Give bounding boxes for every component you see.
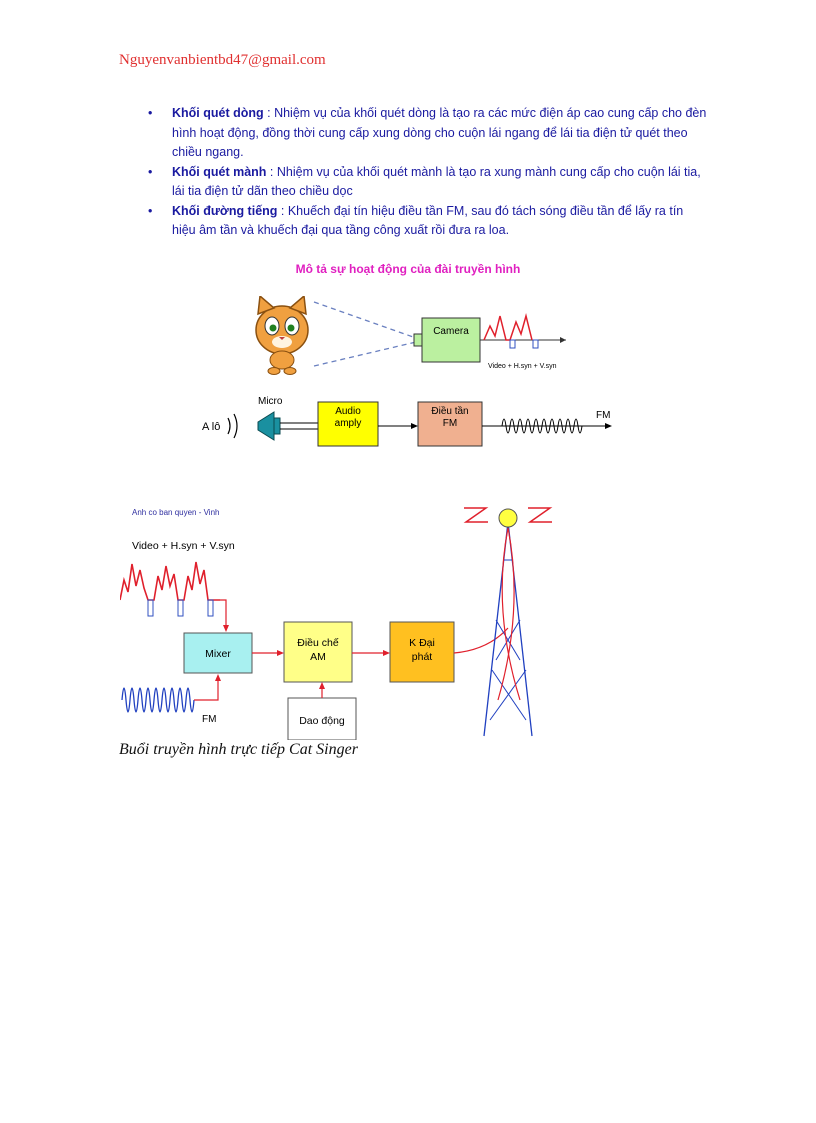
bullet-term: Khối đường tiếng [172,203,278,218]
amp-label: K Đại [409,637,435,649]
bullet-dot: • [148,203,153,218]
figure-caption: Buổi truyền hình trực tiếp Cat Singer [119,741,358,758]
sound-label: A lô [202,421,221,433]
transmitter-diagram [120,500,556,740]
audio-amp-label: amply [334,418,362,429]
mixer-label: Mixer [205,648,231,660]
bullet-item [148,202,708,241]
fm-out-label: FM [596,410,611,421]
watermark-text: Anh co ban quyen - Vinh [132,508,220,517]
camera-label: Camera [433,326,469,337]
bullet-text: : Nhiệm vụ của khối quét mành là tạo ra xung mành cung cấp cho cuộn lái tia, lái tia điện tử dãn theo chiều dọc [172,164,701,198]
fm-box-label: Điều tần [431,406,469,417]
bullet-item [148,104,708,163]
camera-diagram [248,296,570,376]
figure-title: Mô tả sự hoạt động của đài truyền hình [295,262,521,276]
bullet-item [148,163,708,202]
signal-label: Video + H.syn + V.syn [488,363,557,370]
bullet-list [148,104,708,241]
bullet-dot: • [148,106,153,120]
bullet-term: Khối quét dòng [172,106,264,120]
fm-box-label: FM [442,418,458,429]
bullet-dot: • [148,164,153,179]
oscillator-label: Dao động [299,715,345,727]
micro-label: Micro [258,396,283,407]
am-label: AM [310,651,326,663]
bullet-text: : Nhiệm vụ của khối quét dòng là tạo ra các mức điện áp cao cung cấp cho đèn hình hoạt động, đồng thời cung cấp xung dòng cho cuộn lái ngang để lái tia điện tử quét theo chiều ngang. [172,106,707,159]
audio-amp-label: Audio [335,406,361,417]
bullet-term: Khối quét mành [172,164,267,179]
signal-label: Video + H.syn + V.syn [132,540,235,552]
am-label: Điều chế [297,637,339,649]
amp-label: phát [411,651,433,663]
bullet-text: : Khuếch đại tín hiệu điều tần FM, sau đó tách sóng điều tần để lấy ra tín hiệu âm tần và khuếch đại qua tầng công xuất rồi đưa ra loa. [172,203,684,237]
header-email: Nguyenvanbientbd47@gmail.com [119,52,326,68]
camera-box [422,318,480,362]
audio-diagram [200,390,614,448]
fm-label: FM [202,714,217,725]
